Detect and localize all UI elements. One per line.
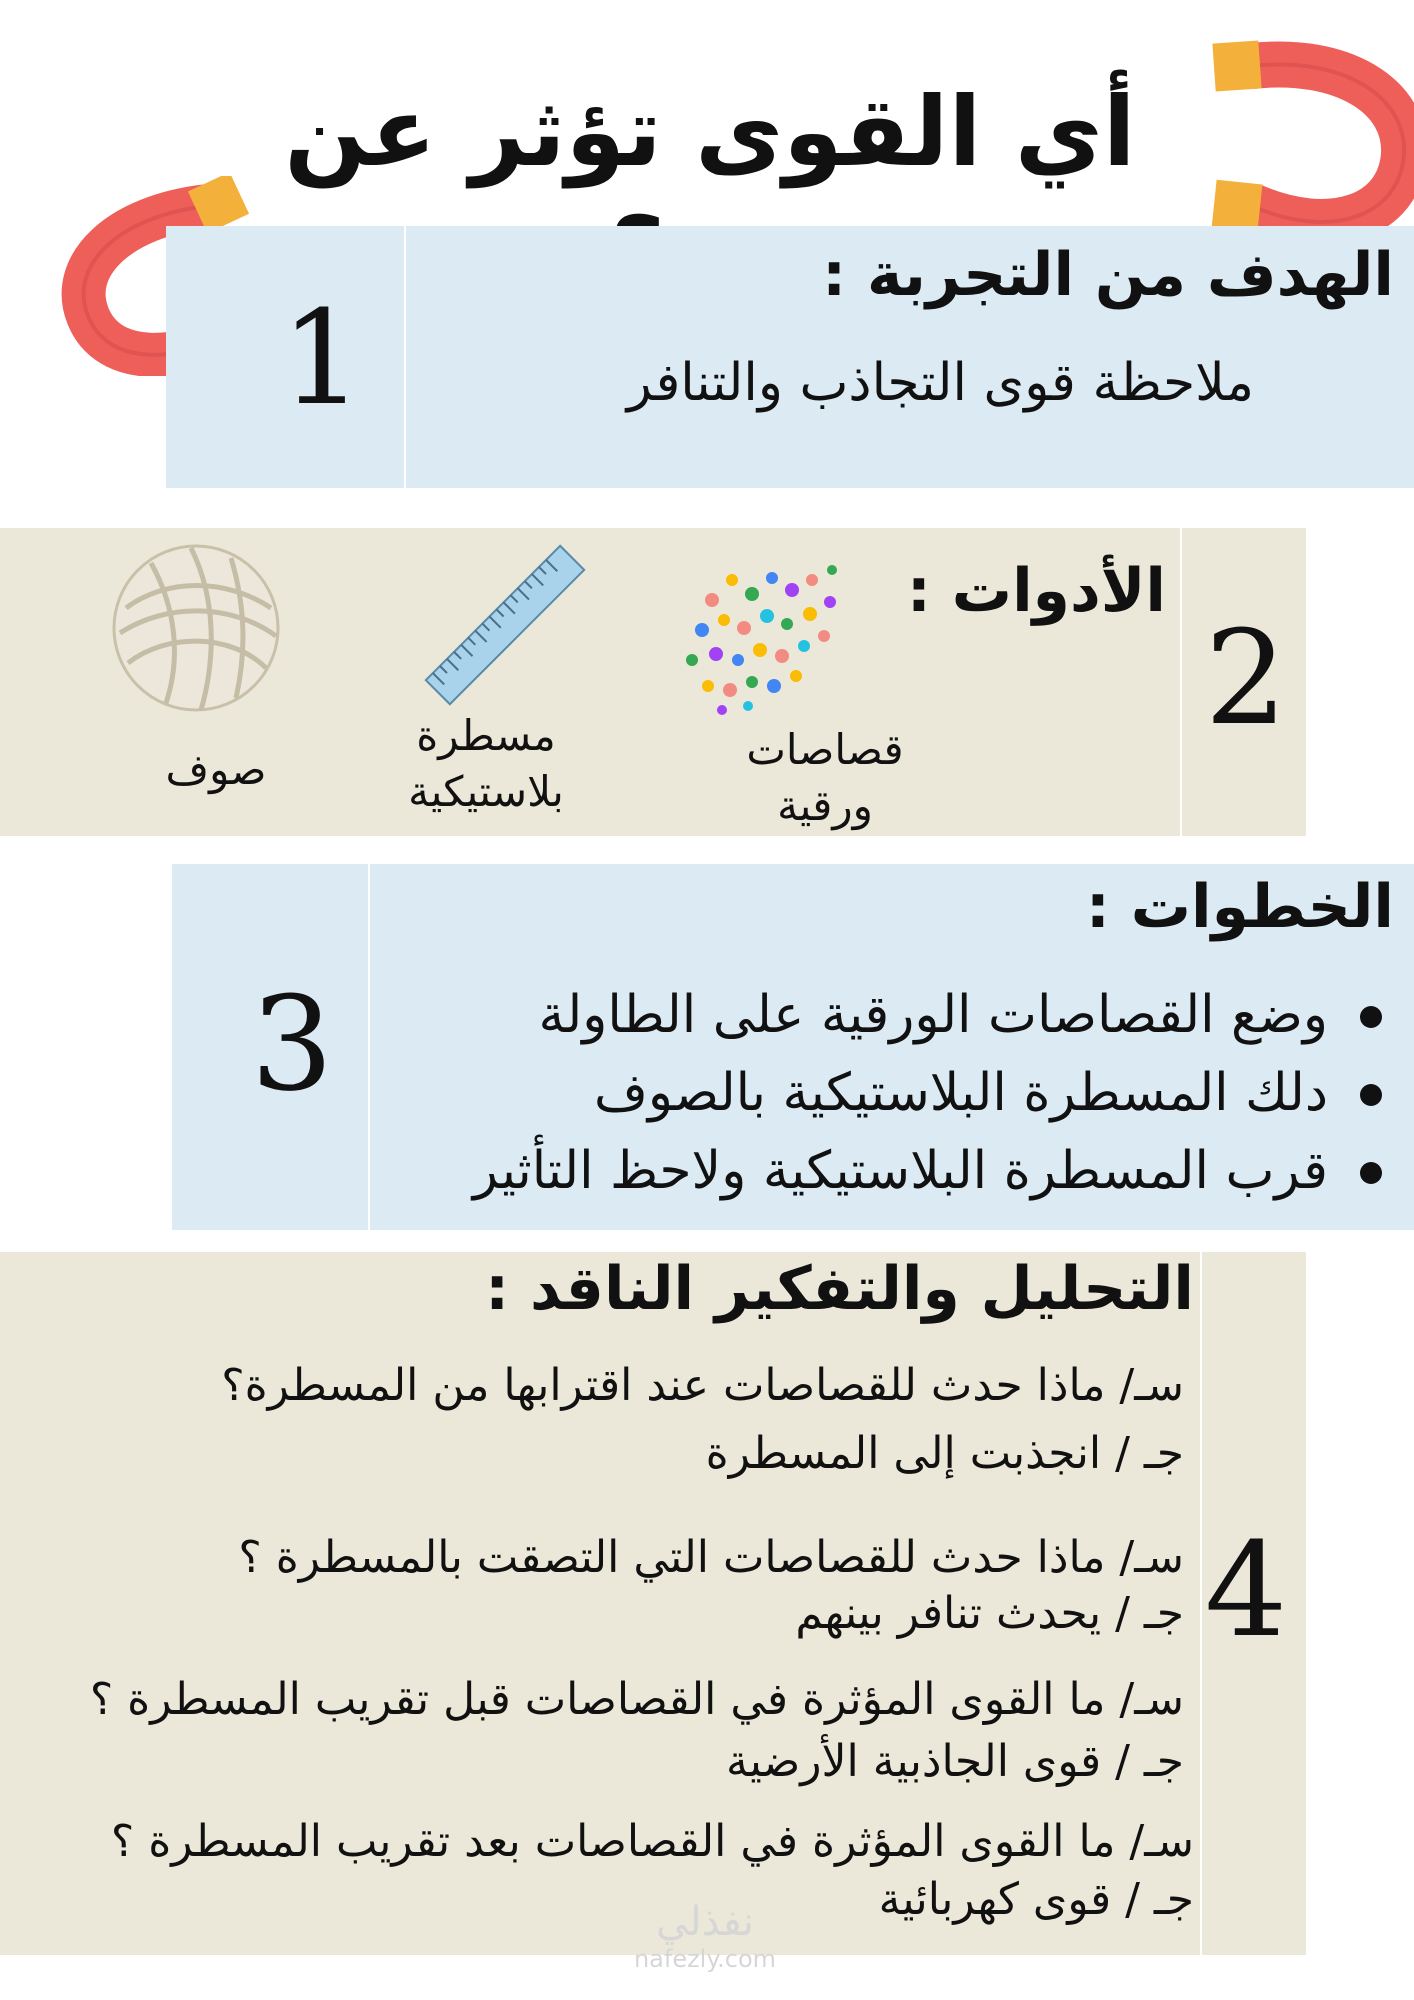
yarn-ball-icon	[106, 538, 286, 718]
ruler-icon	[420, 540, 590, 710]
tool-label-ruler: مسطرة بلاستيكية	[408, 711, 564, 816]
tool-label-confetti: قصاصات ورقية	[746, 725, 904, 830]
section-number-3: 3	[250, 968, 334, 1120]
analysis-heading: التحليل والتفكير الناقد :	[485, 1254, 1194, 1324]
section-analysis-panel	[0, 1252, 1306, 1955]
section-number-2: 2	[1204, 602, 1288, 754]
goal-text: ملاحظة قوى التجاذب والتنافر	[626, 353, 1254, 413]
goal-heading: الهدف من التجربة :	[822, 240, 1394, 310]
step-item: قرب المسطرة البلاستيكية ولاحظ التأثير	[410, 1132, 1390, 1210]
question-4: سـ/ ما القوى المؤثرة في القصاصات بعد تقريب المسطرة ؟	[110, 1816, 1194, 1867]
answer-1: جـ / انجذبت إلى المسطرة	[705, 1428, 1184, 1479]
section-steps-panel	[172, 864, 1414, 1230]
step-item: دلك المسطرة البلاستيكية بالصوف	[410, 1054, 1390, 1132]
confetti-icon	[672, 550, 852, 720]
question-2: سـ/ ماذا حدث للقصاصات التي التصقت بالمسطرة ؟	[238, 1532, 1184, 1583]
question-1: سـ/ ماذا حدث للقصاصات عند اقترابها من المسطرة؟	[221, 1360, 1184, 1411]
question-3: سـ/ ما القوى المؤثرة في القصاصات قبل تقريب المسطرة ؟	[89, 1674, 1184, 1725]
tools-heading: الأدوات :	[906, 556, 1166, 626]
steps-heading: الخطوات :	[1085, 872, 1394, 942]
answer-2: جـ / يحدث تنافر بينهم	[795, 1588, 1184, 1639]
watermark	[590, 1900, 820, 1974]
tool-label-yarn: صوف	[165, 745, 267, 794]
watermark-url: nafezly.com	[633, 1945, 777, 1973]
section-number-1: 1	[280, 282, 364, 434]
section-number-4: 4	[1204, 1514, 1288, 1666]
watermark-brand: نفذلي	[656, 1899, 754, 1945]
section-goal-panel	[166, 226, 1414, 488]
answer-4: جـ / قوى كهربائية	[878, 1874, 1194, 1925]
magnet-icon-top-right	[1192, 36, 1414, 246]
answer-3: جـ / قوى الجاذبية الأرضية	[725, 1736, 1184, 1787]
section-tools-panel	[0, 528, 1306, 836]
step-item: وضع القصاصات الورقية على الطاولة	[410, 976, 1390, 1054]
page-title: أي القوى تؤثر عن	[284, 76, 1136, 188]
steps-list	[410, 976, 1390, 1210]
